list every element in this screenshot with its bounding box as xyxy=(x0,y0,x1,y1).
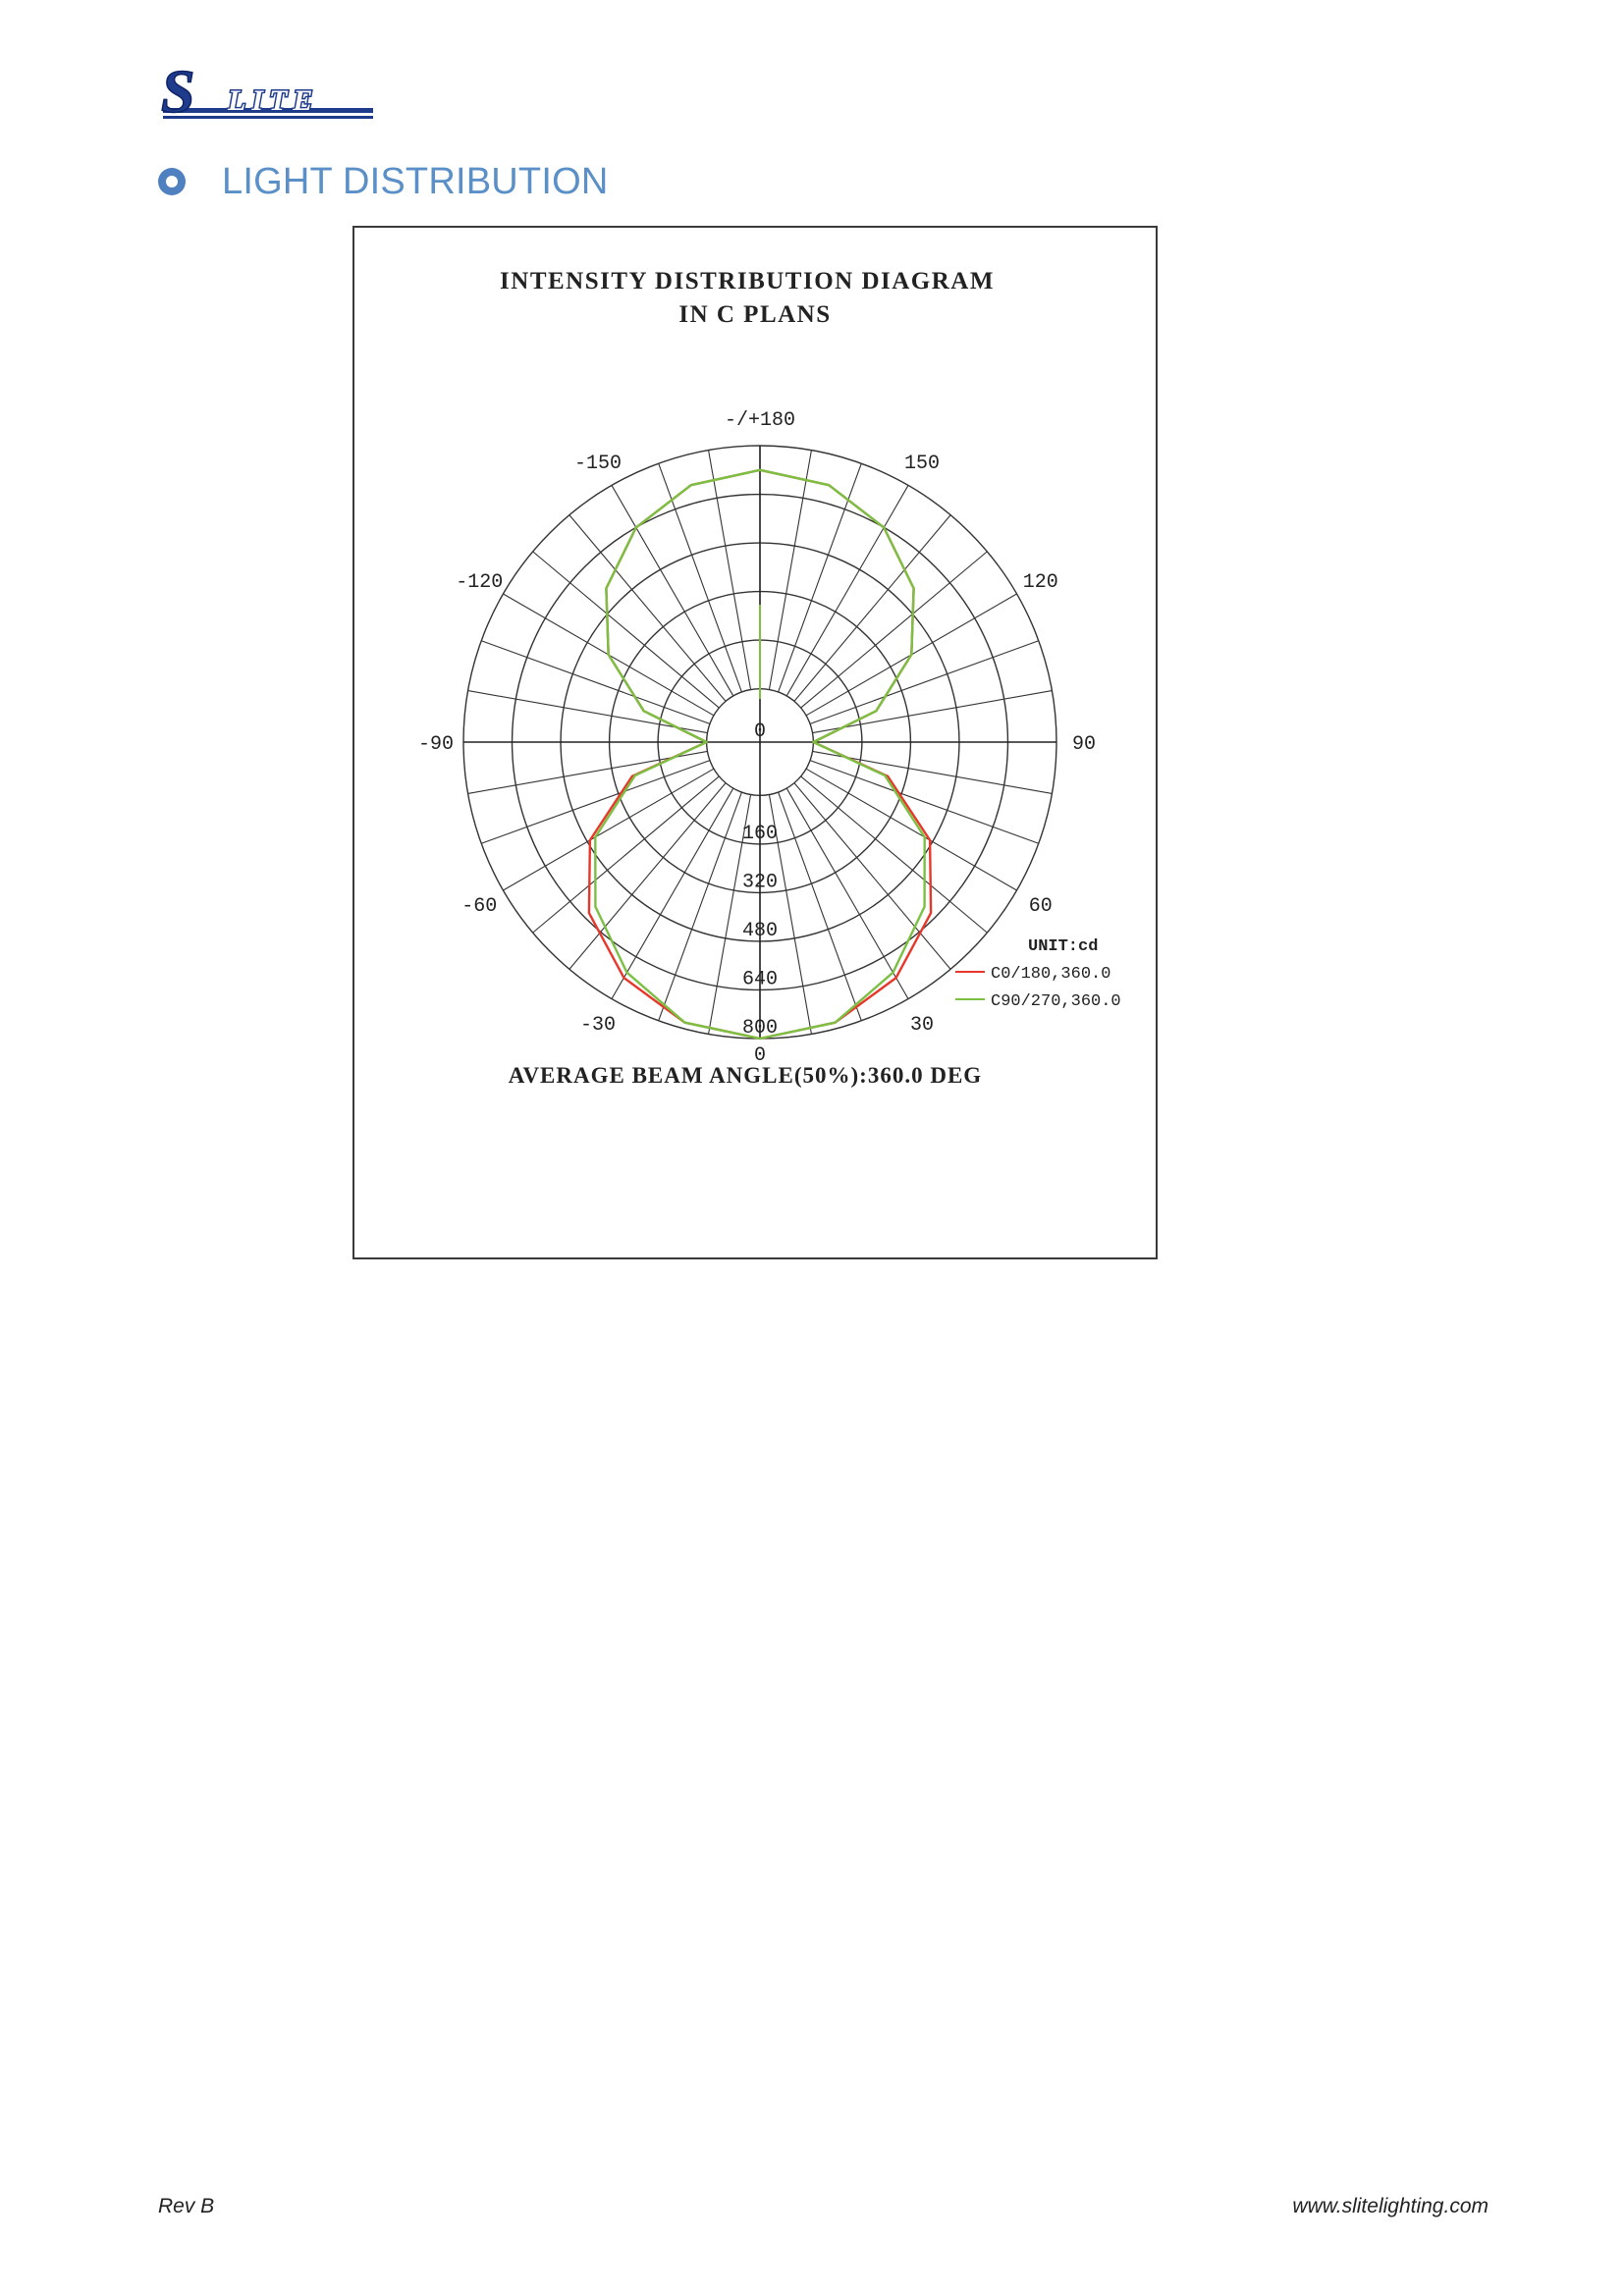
angle-tick-label: 120 xyxy=(1022,571,1058,594)
radial-tick-label: 0 xyxy=(753,721,767,743)
grid-spoke xyxy=(794,515,950,702)
grid-spoke xyxy=(659,463,742,692)
logo-letter: S xyxy=(161,63,195,126)
grid-spoke xyxy=(569,515,726,702)
section-heading xyxy=(157,157,609,206)
angle-tick-label: -120 xyxy=(456,571,504,594)
radial-tick-label: 160 xyxy=(741,822,779,845)
unit-label: UNIT:cd xyxy=(1028,937,1099,956)
beam-angle-caption: AVERAGE BEAM ANGLE(50%):360.0 DEG xyxy=(508,1063,983,1088)
angle-tick-label: -60 xyxy=(461,895,498,918)
angle-tick-label: 60 xyxy=(1028,895,1053,918)
angle-tick-label: -30 xyxy=(579,1013,617,1037)
radial-tick-label: 320 xyxy=(741,871,779,894)
legend-label: C90/270,360.0 xyxy=(991,992,1121,1011)
grid-spoke xyxy=(569,783,726,970)
grid-spoke xyxy=(659,792,742,1021)
grid-spoke xyxy=(481,641,710,724)
logo-word: LITE xyxy=(228,84,319,117)
logo-graphic xyxy=(159,63,377,132)
radial-tick-label: 480 xyxy=(741,919,779,942)
chart-title: INTENSITY DISTRIBUTION DIAGRAM xyxy=(500,268,995,294)
grid-spoke xyxy=(779,792,862,1021)
angle-tick-label: 30 xyxy=(909,1013,935,1037)
grid-spoke xyxy=(813,691,1053,733)
polar-chart xyxy=(354,228,1156,1257)
angle-tick-label: 90 xyxy=(1071,733,1097,756)
circle-bullet-icon xyxy=(157,167,187,196)
chart-subtitle: IN C PLANS xyxy=(678,301,832,328)
footer-website: www.slitelighting.com xyxy=(1292,2195,1489,2217)
slite-logo xyxy=(159,63,377,132)
grid-spoke xyxy=(779,463,862,692)
angle-tick-label: 150 xyxy=(903,453,941,476)
radial-tick-label: 800 xyxy=(741,1017,779,1040)
intensity-diagram-frame xyxy=(352,226,1158,1259)
angle-tick-label: -150 xyxy=(573,453,623,476)
legend-label: C0/180,360.0 xyxy=(991,965,1111,984)
grid-spoke xyxy=(810,641,1039,724)
angle-tick-label: -90 xyxy=(417,733,455,756)
chart-legend xyxy=(955,965,1121,1011)
radial-tick-label: 640 xyxy=(741,968,779,991)
section-title: LIGHT DISTRIBUTION xyxy=(222,160,609,202)
grid-spoke xyxy=(468,691,708,733)
grid-spoke xyxy=(709,451,751,690)
grid-spoke xyxy=(533,776,720,933)
grid-spoke xyxy=(801,776,988,933)
footer-revision: Rev B xyxy=(158,2195,215,2217)
grid-spoke xyxy=(794,783,950,970)
bottom-zero-label: 0 xyxy=(753,1044,767,1067)
angle-tick-label: -/+180 xyxy=(724,409,796,432)
grid-spoke xyxy=(769,451,811,690)
